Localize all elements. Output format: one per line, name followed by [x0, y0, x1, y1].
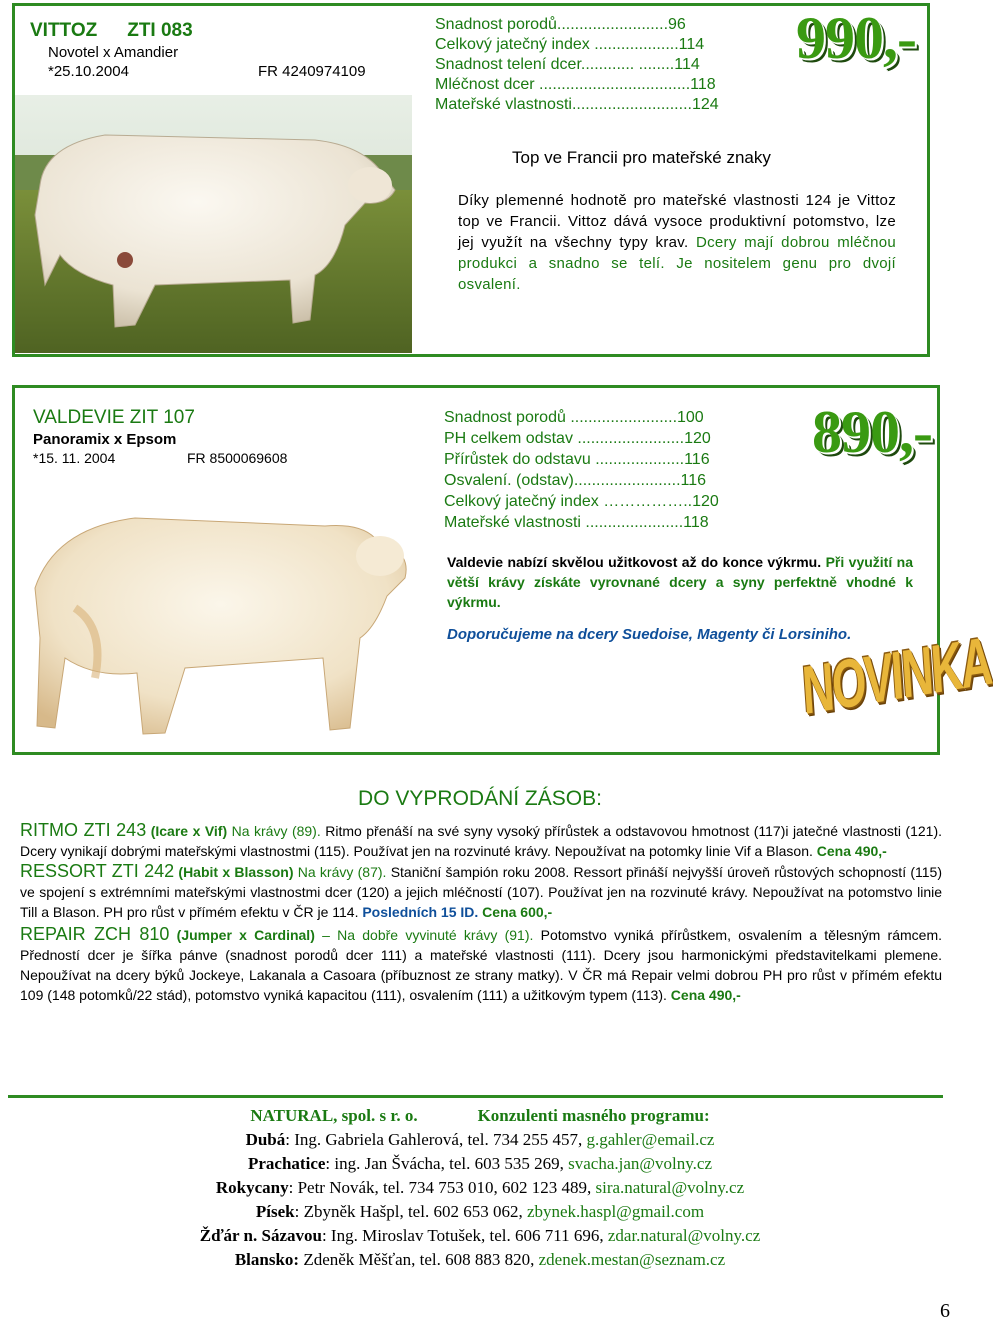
stat-line: Přírůstek do odstavu ....................116 [444, 451, 710, 468]
sale-item-text: Staniční šampión roku 2008. Ressort přináší nejvyšší úroveň růstových schopností (115) ve spojení s extrémními mateřskými vlastnostmi dcer (120) a jejich mléčností (107). Používat jen na rozvinuté krávy. Nepoužívat na potomstvo linie Till a Blason. PH pro růst v přímém efektu v ČR je 114. [20, 864, 942, 920]
email-link[interactable]: zdar.natural@volny.cz [607, 1226, 761, 1245]
valdevie-recommendation: Doporučujeme na dcery Suedoise, Magenty či Lorsiniho. [447, 626, 852, 643]
sale-item-price: Cena 490,- [816, 843, 887, 859]
valdevie-birth: *15. 11. 2004 [33, 450, 116, 466]
valdevie-description [447, 552, 913, 612]
valdevie-reg-number: FR 8500069608 [187, 450, 288, 466]
vittoz-parents: Novotel x Amandier [48, 44, 179, 61]
description-highlight: Při využití na větší krávy získáte vyrovnané dcery a syny perfektně vhodné k výkrmu. [447, 554, 913, 610]
sale-item-parents: (Jumper x Cardinal) [176, 927, 315, 943]
company-name: NATURAL, spol. s r. o. [250, 1106, 418, 1125]
stat-line: Mateřské vlastnosti ......................118 [444, 514, 709, 531]
sale-item-name: REPAIR ZCH 810 [20, 924, 170, 944]
valdevie-photo [15, 478, 427, 750]
vittoz-price: 990,- [796, 5, 916, 71]
sale-item-lead: Na krávy (87). [293, 864, 391, 880]
stat-line: Snadnost telení dcer............ ........114 [435, 56, 700, 73]
description-text: Díky plemenné hodnotě pro mateřské vlastnosti 124 je Vittoz top ve Francii. Vittoz dává vysoce produktivní potomstvo, lze jej využít na všechny typy krav. [458, 192, 896, 251]
stat-line: PH celkem odstav ........................120 [444, 430, 711, 447]
vittoz-name: VITTOZ ZTI 083 [30, 20, 193, 41]
stat-line: Osvalení. (odstav)........................116 [444, 472, 707, 489]
email-link[interactable]: sira.natural@volny.cz [595, 1178, 745, 1197]
sale-item-parents: (Habit x Blasson) [178, 864, 294, 880]
novinka-badge [798, 623, 993, 734]
sale-item-ressort [20, 861, 942, 922]
description-highlight: Dcery mají dobrou mléčnou produkci a snadno se telí. Je nositelem genu pro dvojí osvalení. [458, 234, 896, 293]
stat-line: Celkový jatečný index ...................114 [435, 36, 705, 53]
contact-row: Žďár n. Sázavou: Ing. Miroslav Totušek, tel. 606 711 696, zdar.natural@volny.cz [199, 1226, 761, 1245]
sale-item-note: Posledních 15 ID. [362, 904, 479, 920]
sale-item-parents: (Icare x Vif) [150, 823, 228, 839]
vittoz-headline: Top ve Francii pro mateřské znaky [512, 148, 771, 167]
page-number: 6 [940, 1300, 950, 1322]
valdevie-name: VALDEVIE ZIT 107 [33, 407, 195, 428]
vittoz-birth: *25.10.2004 [48, 63, 129, 80]
email-link[interactable]: svacha.jan@volny.cz [568, 1154, 712, 1173]
stat-line: Celkový jatečný index ……………..120 [444, 493, 719, 510]
valdevie-price: 890,- [812, 399, 932, 465]
sale-heading: DO VYPRODÁNÍ ZÁSOB: [358, 787, 602, 810]
stat-line: Snadnost porodů.........................96 [435, 16, 686, 33]
description-text: Valdevie nabízí skvělou užitkovost až do konce výkrmu. [447, 554, 826, 570]
sale-item-lead: Na krávy (89). [227, 823, 326, 839]
vittoz-reg-number: FR 4240974109 [258, 63, 366, 80]
stat-line: Mateřské vlastnosti...........................124 [435, 96, 719, 113]
vittoz-photo [15, 95, 412, 353]
sale-item-repair [20, 924, 942, 1005]
contact-row: Písek: Zbyněk Hašpl, tel. 602 653 062, zbynek.haspl@gmail.com [255, 1202, 705, 1221]
sale-item-lead: – Na dobře vyvinuté krávy (91). [314, 927, 541, 943]
sale-item-price: Cena 490,- [670, 987, 741, 1003]
email-link[interactable]: zbynek.haspl@gmail.com [526, 1202, 705, 1221]
sale-list [20, 820, 942, 1005]
sale-item-text: Potomstvo vyniká přírůstkem, osvalením a tělesným rámcem. Předností dcer je šířka pánve (snadnost porodů dcer 111) a mateřské vlastnosti (111). Dcery jsou harmonickými představitelkami plemene. Nepoužívat na dcery býků Jockeye, Lakanala a Casoara (příbuznost ze strany matky). V ČR má Repair velmi dobrou PH pro růst v přímém efektu 109 (148 potomků/22 stád), potomstvo vyniká kapacitou (111), osvalením (111) a užitkovým typem (113). [20, 927, 943, 1003]
contact-row: Rokycany: Petr Novák, tel. 734 753 010, 602 123 489, sira.natural@volny.cz [215, 1178, 745, 1197]
footer-contacts [0, 1104, 960, 1272]
valdevie-parents: Panoramix x Epsom [33, 431, 177, 448]
sale-item-name: RITMO ZTI 243 [20, 820, 147, 840]
vittoz-stats [435, 15, 719, 115]
sale-item-text: Ritmo přenáší na své syny vysoký přírůstek a odstavovou hmotnost (117)i jatečné vlastnosti (121). Dcery vynikají dobrými mateřskými vlastnostmi (115). Používat jen na rozvinuté krávy. Nepoužívat na potomky linie Vif a Blason. [20, 823, 942, 859]
novinka-text: NOVINKA [800, 623, 993, 730]
contact-row: Dubá: Ing. Gabriela Gahlerová, tel. 734 255 457, g.gahler@email.cz [245, 1130, 715, 1149]
sale-item-ritmo [20, 820, 942, 861]
stat-line: Snadnost porodů ........................100 [444, 409, 704, 426]
email-link[interactable]: zdenek.mestan@seznam.cz [538, 1250, 726, 1269]
sale-item-price: Cena 600,- [482, 904, 553, 920]
valdevie-stats [444, 407, 719, 533]
footer-divider [8, 1095, 943, 1098]
consultants-label: Konzulenti masného programu: [477, 1106, 710, 1125]
stat-line: Mléčnost dcer ..................................118 [435, 76, 716, 93]
contact-row: Prachatice: ing. Jan Švácha, tel. 603 535 269, svacha.jan@volny.cz [248, 1154, 712, 1173]
sale-item-name: RESSORT ZTI 242 [20, 861, 175, 881]
footer-header [0, 1104, 960, 1128]
contact-row: Blansko: Zdeněk Měšťan, tel. 608 883 820, zdenek.mestan@seznam.cz [234, 1250, 726, 1269]
email-link[interactable]: g.gahler@email.cz [586, 1130, 715, 1149]
vittoz-description [458, 190, 896, 295]
